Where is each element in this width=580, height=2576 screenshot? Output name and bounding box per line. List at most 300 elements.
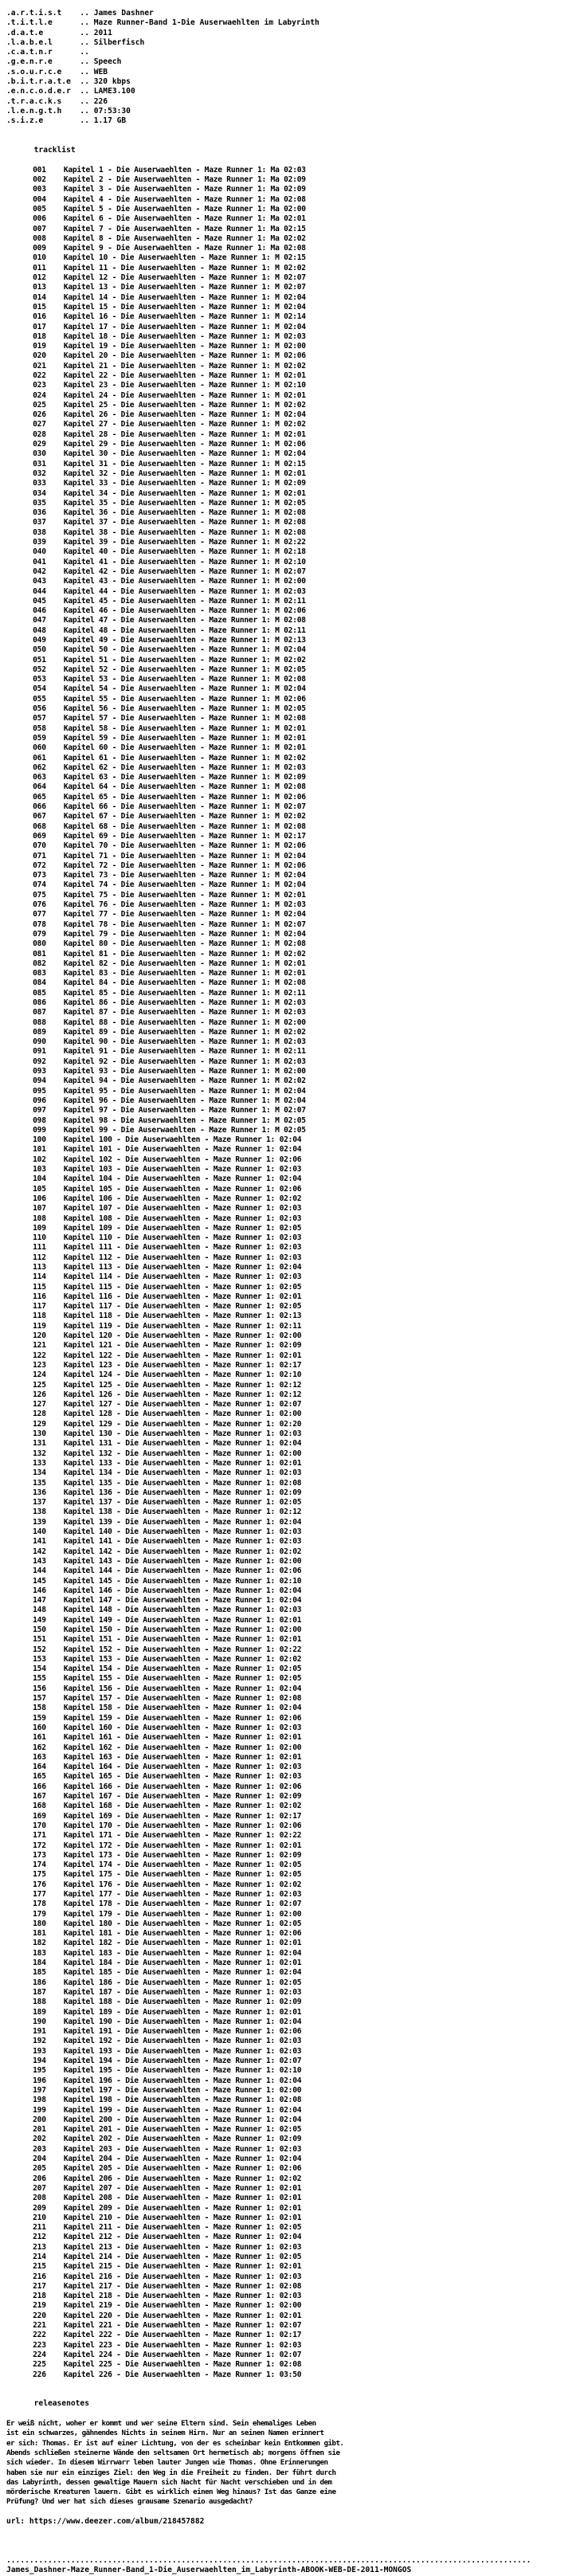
track-row xyxy=(6,1958,577,1968)
track-title: Kapitel 17 - Die Auserwaehlten - Maze Runner 1: M xyxy=(63,322,280,331)
track-number: 195 xyxy=(33,2066,46,2076)
track-number: 185 xyxy=(33,1968,46,1978)
track-number: 132 xyxy=(33,1449,46,1458)
track-row xyxy=(6,2272,577,2282)
track-number: 089 xyxy=(33,1027,46,1037)
track-duration: 02:07 xyxy=(284,919,306,929)
track-row xyxy=(6,1841,577,1851)
track-title: Kapitel 105 - Die Auserwaehlten - Maze Runner 1: xyxy=(63,1184,276,1194)
track-number: 177 xyxy=(33,1890,46,1899)
track-duration: 02:01 xyxy=(284,743,306,753)
track-duration: 02:03 xyxy=(279,1429,302,1439)
title-value: Maze Runner-Band 1-Die Auserwaehlten im Labyrinth xyxy=(93,18,319,28)
info-length: .l.e.n.g.t.h .. 07:53:30 xyxy=(6,106,131,116)
track-duration: 02:10 xyxy=(279,1576,302,1586)
track-number: 093 xyxy=(33,1067,46,1076)
track-duration: 02:06 xyxy=(279,1713,302,1723)
track-duration: 02:09 xyxy=(279,2135,302,2144)
track-duration: 02:08 xyxy=(284,244,306,253)
track-number: 065 xyxy=(33,792,46,802)
track-title: Kapitel 101 - Die Auserwaehlten - Maze Runner 1: xyxy=(63,1145,276,1155)
track-title: Kapitel 2 - Die Auserwaehlten - Maze Runner 1: Ma xyxy=(63,175,280,185)
track-number: 004 xyxy=(33,194,46,204)
track-duration: 02:00 xyxy=(279,1449,302,1458)
track-duration: 02:01 xyxy=(279,1458,302,1468)
track-duration: 02:02 xyxy=(284,420,306,429)
track-number: 016 xyxy=(33,312,46,322)
track-number: 210 xyxy=(33,2213,46,2222)
track-row xyxy=(6,1860,577,1870)
track-title: Kapitel 73 - Die Auserwaehlten - Maze Runner 1: M xyxy=(63,871,280,880)
track-row xyxy=(6,1479,577,1488)
track-number: 173 xyxy=(33,1850,46,1860)
track-number: 120 xyxy=(33,1331,46,1341)
track-number: 019 xyxy=(33,342,46,351)
track-number: 117 xyxy=(33,1302,46,1312)
track-row xyxy=(6,1135,577,1145)
encoder-value: LAME3.100 xyxy=(93,87,135,96)
track-number: 165 xyxy=(33,1772,46,1782)
track-title: Kapitel 107 - Die Auserwaehlten - Maze Runner 1: xyxy=(63,1204,276,1214)
track-number: 014 xyxy=(33,292,46,302)
track-row xyxy=(6,1851,577,1860)
track-duration: 02:00 xyxy=(279,1410,302,1419)
track-number: 111 xyxy=(33,1243,46,1253)
track-row xyxy=(6,606,577,616)
track-title: Kapitel 187 - Die Auserwaehlten - Maze Runner 1: xyxy=(63,1987,276,1997)
track-row xyxy=(6,880,577,890)
track-row xyxy=(6,469,577,479)
track-title: Kapitel 204 - Die Auserwaehlten - Maze Runner 1: xyxy=(63,2155,276,2164)
track-title: Kapitel 92 - Die Auserwaehlten - Maze Runner 1: M xyxy=(63,1057,280,1066)
track-number: 075 xyxy=(33,890,46,900)
source-value: WEB xyxy=(93,67,108,76)
track-row xyxy=(6,1243,577,1253)
track-title: Kapitel 4 - Die Auserwaehlten - Maze Runner 1: Ma xyxy=(63,194,280,204)
track-number: 039 xyxy=(33,538,46,547)
track-duration: 02:02 xyxy=(279,2174,302,2183)
track-number: 041 xyxy=(33,557,46,567)
track-duration: 02:04 xyxy=(284,322,306,331)
track-row xyxy=(6,2056,577,2066)
track-title: Kapitel 184 - Die Auserwaehlten - Maze Runner 1: xyxy=(63,1958,276,1968)
track-number: 058 xyxy=(33,723,46,733)
track-number: 124 xyxy=(33,1370,46,1380)
track-row xyxy=(6,998,577,1008)
track-row xyxy=(6,342,577,351)
track-duration: 02:08 xyxy=(279,2096,302,2105)
track-duration: 02:03 xyxy=(284,1008,306,1017)
track-row xyxy=(6,351,577,361)
track-number: 143 xyxy=(33,1556,46,1566)
track-title: Kapitel 151 - Die Auserwaehlten - Maze Runner 1: xyxy=(63,1635,276,1645)
track-number: 157 xyxy=(33,1694,46,1704)
track-title: Kapitel 83 - Die Auserwaehlten - Maze Runner 1: M xyxy=(63,969,280,978)
track-duration: 02:04 xyxy=(284,929,306,939)
track-number: 068 xyxy=(33,821,46,831)
track-row xyxy=(6,1625,577,1635)
track-number: 193 xyxy=(33,2046,46,2056)
track-number: 002 xyxy=(33,175,46,185)
track-number: 096 xyxy=(33,1096,46,1105)
track-duration: 02:04 xyxy=(284,1086,306,1096)
track-row xyxy=(6,460,577,469)
track-number: 137 xyxy=(33,1498,46,1508)
label-value: Silberfisch xyxy=(93,37,145,47)
track-number: 139 xyxy=(33,1517,46,1527)
track-number: 133 xyxy=(33,1458,46,1468)
artist-value: James Dashner xyxy=(93,9,154,18)
track-title: Kapitel 65 - Die Auserwaehlten - Maze Runner 1: M xyxy=(63,792,280,802)
track-duration: 02:11 xyxy=(284,596,306,606)
track-duration: 02:01 xyxy=(279,2183,302,2193)
track-number: 191 xyxy=(33,2027,46,2037)
track-row xyxy=(6,939,577,949)
track-row xyxy=(6,1341,577,1351)
track-row xyxy=(6,1381,577,1390)
releasenotes-line: mörderische Kreaturen lauern. Gibt es wirklich einen Weg hinaus? Ist das Ganze eine xyxy=(6,2488,336,2497)
track-row xyxy=(6,597,577,606)
track-title: Kapitel 91 - Die Auserwaehlten - Maze Runner 1: M xyxy=(63,1047,280,1057)
track-title: Kapitel 199 - Die Auserwaehlten - Maze Runner 1: xyxy=(63,2105,276,2115)
track-row xyxy=(6,2301,577,2311)
track-title: Kapitel 85 - Die Auserwaehlten - Maze Runner 1: M xyxy=(63,988,280,998)
track-title: Kapitel 189 - Die Auserwaehlten - Maze Runner 1: xyxy=(63,2007,276,2017)
track-title: Kapitel 205 - Die Auserwaehlten - Maze Runner 1: xyxy=(63,2164,276,2174)
track-title: Kapitel 133 - Die Auserwaehlten - Maze Runner 1: xyxy=(63,1458,276,1468)
track-row xyxy=(6,1508,577,1517)
track-title: Kapitel 169 - Die Auserwaehlten - Maze Runner 1: xyxy=(63,1811,276,1821)
track-title: Kapitel 122 - Die Auserwaehlten - Maze Runner 1: xyxy=(63,1351,276,1360)
track-row xyxy=(6,871,577,880)
track-title: Kapitel 55 - Die Auserwaehlten - Maze Runner 1: M xyxy=(63,694,280,704)
track-row xyxy=(6,1370,577,1380)
size-value: 1.17 GB xyxy=(93,116,127,126)
track-row xyxy=(6,2135,577,2144)
track-duration: 02:05 xyxy=(279,1674,302,1684)
track-number: 152 xyxy=(33,1645,46,1654)
track-title: Kapitel 50 - Die Auserwaehlten - Maze Runner 1: M xyxy=(63,645,280,655)
track-row xyxy=(6,2155,577,2164)
track-number: 009 xyxy=(33,244,46,253)
track-duration: 02:02 xyxy=(284,361,306,371)
track-row xyxy=(6,900,577,910)
track-number: 176 xyxy=(33,1880,46,1889)
track-number: 214 xyxy=(33,2252,46,2261)
track-row xyxy=(6,1400,577,1410)
track-title: Kapitel 193 - Die Auserwaehlten - Maze Runner 1: xyxy=(63,2046,276,2056)
track-row xyxy=(6,695,577,704)
track-row xyxy=(6,1037,577,1047)
track-number: 213 xyxy=(33,2242,46,2252)
track-number: 119 xyxy=(33,1321,46,1331)
track-duration: 02:03 xyxy=(284,165,306,174)
track-title: Kapitel 217 - Die Auserwaehlten - Maze Runner 1: xyxy=(63,2281,276,2291)
track-number: 108 xyxy=(33,1214,46,1223)
track-number: 070 xyxy=(33,841,46,851)
track-row xyxy=(6,2233,577,2242)
track-title: Kapitel 147 - Die Auserwaehlten - Maze Runner 1: xyxy=(63,1596,276,1606)
track-title: Kapitel 94 - Die Auserwaehlten - Maze Runner 1: M xyxy=(63,1076,280,1086)
track-duration: 02:00 xyxy=(284,204,306,214)
track-row xyxy=(6,2008,577,2017)
length-value: 07:53:30 xyxy=(93,106,131,116)
track-number: 135 xyxy=(33,1478,46,1488)
releasenotes-line: er sich: Thomas. Er ist auf einer Lichtung, von der es scheinbar kein Entkommen gibt. xyxy=(6,2438,344,2448)
releasenotes-line: Abends schließen steinerne Wände den seltsamen Ort hermetisch ab; morgens öffnen sie xyxy=(6,2448,340,2457)
track-duration: 02:02 xyxy=(284,263,306,272)
track-duration: 02:06 xyxy=(284,606,306,616)
track-duration: 02:07 xyxy=(279,1900,302,1909)
track-number: 066 xyxy=(33,802,46,812)
track-title: Kapitel 201 - Die Auserwaehlten - Maze Runner 1: xyxy=(63,2125,276,2135)
track-number: 211 xyxy=(33,2223,46,2233)
track-title: Kapitel 108 - Die Auserwaehlten - Maze Runner 1: xyxy=(63,1214,276,1223)
track-duration: 02:03 xyxy=(279,1253,302,1262)
track-duration: 02:03 xyxy=(279,1243,302,1253)
track-duration: 02:05 xyxy=(279,1860,302,1870)
track-title: Kapitel 155 - Die Auserwaehlten - Maze Runner 1: xyxy=(63,1674,276,1684)
track-row xyxy=(6,2184,577,2194)
track-title: Kapitel 200 - Die Auserwaehlten - Maze Runner 1: xyxy=(63,2115,276,2124)
track-row xyxy=(6,1812,577,1821)
track-title: Kapitel 163 - Die Auserwaehlten - Maze Runner 1: xyxy=(63,1752,276,1762)
track-duration: 02:05 xyxy=(284,1115,306,1125)
track-duration: 02:03 xyxy=(284,900,306,910)
track-row xyxy=(6,2370,577,2380)
track-duration: 02:03 xyxy=(284,998,306,1007)
track-duration: 02:04 xyxy=(284,851,306,861)
track-row xyxy=(6,1596,577,1606)
track-row xyxy=(6,2037,577,2046)
track-title: Kapitel 175 - Die Auserwaehlten - Maze Runner 1: xyxy=(63,1870,276,1880)
track-duration: 02:02 xyxy=(284,753,306,763)
track-row xyxy=(6,1047,577,1057)
track-row xyxy=(6,205,577,214)
url-value[interactable]: https://www.deezer.com/album/218457882 xyxy=(29,2517,205,2526)
track-title: Kapitel 20 - Die Auserwaehlten - Maze Runner 1: M xyxy=(63,351,280,361)
track-duration: 02:00 xyxy=(279,1743,302,1752)
track-number: 184 xyxy=(33,1958,46,1968)
track-row xyxy=(6,2164,577,2174)
track-row xyxy=(6,1185,577,1194)
track-row xyxy=(6,714,577,723)
track-title: Kapitel 171 - Die Auserwaehlten - Maze Runner 1: xyxy=(63,1831,276,1841)
track-duration: 02:03 xyxy=(279,1165,302,1174)
track-duration: 02:03 xyxy=(279,1772,302,1782)
track-duration: 02:01 xyxy=(284,390,306,400)
track-row xyxy=(6,2086,577,2096)
track-duration: 02:03 xyxy=(279,2242,302,2252)
track-title: Kapitel 203 - Die Auserwaehlten - Maze Runner 1: xyxy=(63,2144,276,2154)
track-duration: 02:05 xyxy=(279,2252,302,2261)
track-row xyxy=(6,508,577,518)
track-number: 022 xyxy=(33,371,46,380)
track-row xyxy=(6,724,577,734)
track-row xyxy=(6,616,577,625)
track-number: 161 xyxy=(33,1733,46,1743)
track-number: 008 xyxy=(33,233,46,243)
track-duration: 02:04 xyxy=(279,1263,302,1272)
track-title: Kapitel 198 - Die Auserwaehlten - Maze Runner 1: xyxy=(63,2096,276,2105)
track-duration: 02:05 xyxy=(284,665,306,674)
track-row xyxy=(6,323,577,332)
track-duration: 02:04 xyxy=(279,1596,302,1606)
track-row xyxy=(6,1361,577,1370)
track-title: Kapitel 141 - Die Auserwaehlten - Maze Runner 1: xyxy=(63,1537,276,1547)
track-duration: 02:08 xyxy=(284,616,306,625)
track-number: 130 xyxy=(33,1429,46,1439)
track-title: Kapitel 129 - Die Auserwaehlten - Maze Runner 1: xyxy=(63,1419,276,1429)
track-number: 015 xyxy=(33,302,46,312)
track-number: 037 xyxy=(33,518,46,527)
track-number: 031 xyxy=(33,459,46,469)
track-duration: 02:03 xyxy=(279,2046,302,2056)
track-number: 106 xyxy=(33,1194,46,1203)
releasenotes-heading xyxy=(6,2399,577,2409)
track-duration: 02:11 xyxy=(284,625,306,635)
track-duration: 02:05 xyxy=(279,1664,302,1674)
track-title: Kapitel 179 - Die Auserwaehlten - Maze Runner 1: xyxy=(63,1909,276,1919)
track-row xyxy=(6,1263,577,1272)
track-title: Kapitel 144 - Die Auserwaehlten - Maze Runner 1: xyxy=(63,1566,276,1576)
track-duration: 02:06 xyxy=(279,1782,302,1791)
track-number: 197 xyxy=(33,2085,46,2095)
track-row xyxy=(6,283,577,292)
track-duration: 02:08 xyxy=(284,782,306,792)
track-number: 175 xyxy=(33,1870,46,1880)
track-row xyxy=(6,2262,577,2272)
track-duration: 02:01 xyxy=(279,2311,302,2320)
track-row xyxy=(6,1008,577,1017)
track-number: 038 xyxy=(33,527,46,537)
track-title: Kapitel 168 - Die Auserwaehlten - Maze Runner 1: xyxy=(63,1802,276,1811)
track-title: Kapitel 117 - Die Auserwaehlten - Maze Runner 1: xyxy=(63,1302,276,1312)
track-number: 053 xyxy=(33,675,46,684)
track-title: Kapitel 88 - Die Auserwaehlten - Maze Runner 1: M xyxy=(63,1017,280,1027)
track-row xyxy=(6,264,577,273)
track-number: 012 xyxy=(33,273,46,283)
track-title: Kapitel 26 - Die Auserwaehlten - Maze Runner 1: M xyxy=(63,410,280,420)
track-number: 020 xyxy=(33,351,46,361)
track-number: 046 xyxy=(33,606,46,616)
track-number: 122 xyxy=(33,1351,46,1360)
track-number: 194 xyxy=(33,2056,46,2066)
track-duration: 02:04 xyxy=(279,1968,302,1978)
track-title: Kapitel 164 - Die Auserwaehlten - Maze Runner 1: xyxy=(63,1762,276,1772)
track-duration: 02:03 xyxy=(279,1606,302,1615)
track-number: 126 xyxy=(33,1390,46,1399)
track-number: 221 xyxy=(33,2321,46,2331)
track-title: Kapitel 61 - Die Auserwaehlten - Maze Runner 1: M xyxy=(63,753,280,763)
track-duration: 02:12 xyxy=(279,1380,302,1390)
track-row xyxy=(6,1106,577,1115)
track-title: Kapitel 71 - Die Auserwaehlten - Maze Runner 1: M xyxy=(63,851,280,861)
track-row xyxy=(6,2204,577,2213)
info-encoder: .e.n.c.o.d.e.r .. LAME3.100 xyxy=(6,87,135,96)
track-title: Kapitel 120 - Die Auserwaehlten - Maze Runner 1: xyxy=(63,1331,276,1341)
track-duration: 02:05 xyxy=(279,1978,302,1987)
track-row xyxy=(6,1283,577,1292)
track-number: 204 xyxy=(33,2155,46,2164)
track-duration: 02:07 xyxy=(284,273,306,283)
track-row xyxy=(6,734,577,743)
track-duration: 02:02 xyxy=(279,1802,302,1811)
track-row xyxy=(6,2331,577,2340)
track-title: Kapitel 218 - Die Auserwaehlten - Maze Runner 1: xyxy=(63,2292,276,2301)
track-title: Kapitel 59 - Die Auserwaehlten - Maze Runner 1: M xyxy=(63,733,280,743)
track-duration: 02:04 xyxy=(279,1948,302,1958)
track-duration: 02:05 xyxy=(279,2223,302,2233)
track-duration: 02:02 xyxy=(284,1076,306,1086)
track-number: 159 xyxy=(33,1713,46,1723)
track-duration: 02:08 xyxy=(284,714,306,723)
track-number: 217 xyxy=(33,2281,46,2291)
track-title: Kapitel 99 - Die Auserwaehlten - Maze Runner 1: M xyxy=(63,1125,280,1135)
track-number: 083 xyxy=(33,969,46,978)
track-duration: 02:03 xyxy=(279,1987,302,1997)
track-row xyxy=(6,782,577,792)
track-duration: 02:04 xyxy=(284,302,306,312)
track-title: Kapitel 134 - Die Auserwaehlten - Maze Runner 1: xyxy=(63,1468,276,1478)
track-row xyxy=(6,577,577,586)
track-row xyxy=(6,1518,577,1527)
track-row xyxy=(6,2351,577,2360)
track-number: 036 xyxy=(33,508,46,518)
track-row xyxy=(6,2115,577,2125)
track-row xyxy=(6,1155,577,1165)
track-duration: 02:22 xyxy=(279,1831,302,1841)
track-title: Kapitel 56 - Die Auserwaehlten - Maze Runner 1: M xyxy=(63,704,280,714)
track-title: Kapitel 35 - Die Auserwaehlten - Maze Runner 1: M xyxy=(63,498,280,508)
track-number: 003 xyxy=(33,185,46,194)
track-duration: 02:01 xyxy=(279,1752,302,1762)
track-row xyxy=(6,2076,577,2086)
track-number: 223 xyxy=(33,2340,46,2350)
track-number: 183 xyxy=(33,1948,46,1958)
track-number: 076 xyxy=(33,900,46,910)
track-row xyxy=(6,959,577,969)
track-title: Kapitel 112 - Die Auserwaehlten - Maze Runner 1: xyxy=(63,1253,276,1262)
track-duration: 02:05 xyxy=(279,2125,302,2135)
track-title: Kapitel 128 - Die Auserwaehlten - Maze Runner 1: xyxy=(63,1410,276,1419)
track-duration: 02:04 xyxy=(284,449,306,459)
track-number: 064 xyxy=(33,782,46,792)
track-title: Kapitel 63 - Die Auserwaehlten - Maze Runner 1: M xyxy=(63,773,280,782)
track-number: 164 xyxy=(33,1762,46,1772)
track-title: Kapitel 138 - Die Auserwaehlten - Maze Runner 1: xyxy=(63,1508,276,1517)
track-row xyxy=(6,1096,577,1106)
track-duration: 02:05 xyxy=(279,1870,302,1880)
track-title: Kapitel 60 - Die Auserwaehlten - Maze Runner 1: M xyxy=(63,743,280,753)
track-duration: 02:03 xyxy=(279,1537,302,1547)
track-row xyxy=(6,1694,577,1704)
track-duration: 02:03 xyxy=(279,1233,302,1243)
track-number: 180 xyxy=(33,1919,46,1928)
track-row xyxy=(6,401,577,410)
track-duration: 02:13 xyxy=(284,636,306,645)
track-duration: 02:03 xyxy=(284,1057,306,1066)
track-number: 140 xyxy=(33,1527,46,1537)
track-row xyxy=(6,1488,577,1498)
track-title: Kapitel 49 - Die Auserwaehlten - Maze Runner 1: M xyxy=(63,636,280,645)
track-number: 030 xyxy=(33,449,46,459)
track-title: Kapitel 10 - Die Auserwaehlten - Maze Runner 1: M xyxy=(63,253,280,263)
track-duration: 02:00 xyxy=(279,1556,302,1566)
track-duration: 02:12 xyxy=(279,1390,302,1399)
track-number: 156 xyxy=(33,1684,46,1693)
track-row xyxy=(6,1214,577,1224)
